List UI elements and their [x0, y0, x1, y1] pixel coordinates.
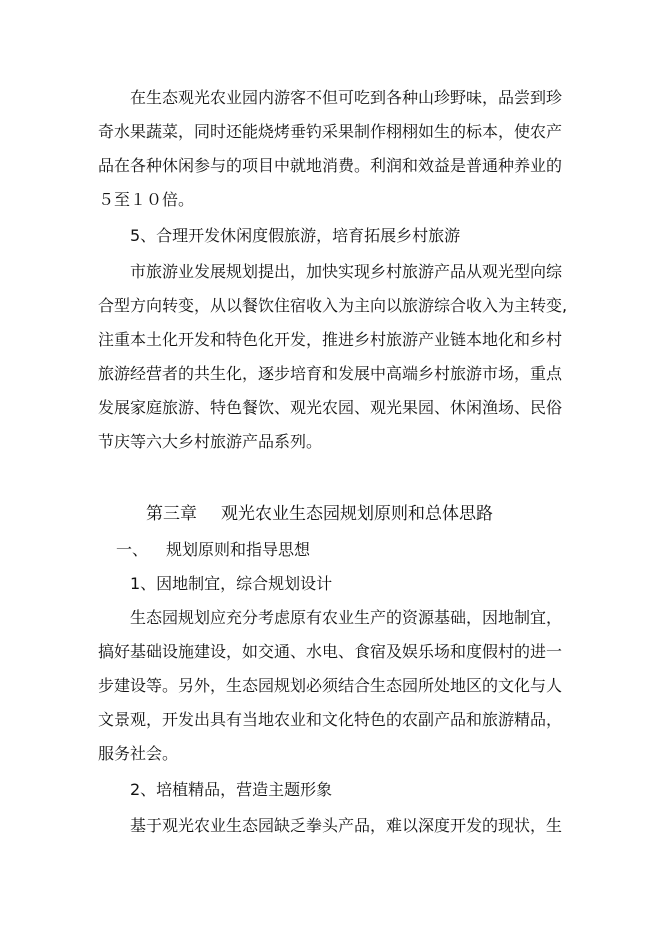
section-title: 规划原则和指导思想 — [166, 540, 311, 559]
paragraph-line: 注重本土化开发和特色化开发，推进乡村旅游产业链本地化和乡村 — [98, 330, 563, 349]
paragraph-line: 文景观，开发出具有当地农业和文化特色的农副产品和旅游精品， — [98, 710, 563, 729]
paragraph-line: 奇水果蔬菜，同时还能烧烤垂钓采果制作栩栩如生的标本，使农产 — [98, 122, 563, 141]
subheading: 5、合理开发休闲度假旅游，培育拓展乡村旅游 — [130, 226, 461, 245]
subheading: 1、因地制宜，综合规划设计 — [130, 574, 333, 593]
paragraph-line: 搞好基础设施建设，如交通、水电、食宿及娱乐场和度假村的进一 — [98, 642, 563, 661]
paragraph-line: 旅游经营者的共生化，逐步培育和发展中高端乡村旅游市场，重点 — [98, 364, 563, 383]
subheading: 2、培植精品，营造主题形象 — [130, 780, 333, 799]
paragraph-line: ５至１０倍。 — [98, 190, 195, 209]
paragraph-line: 步建设等。另外，生态园规划必须结合生态园所处地区的文化与人 — [98, 676, 563, 695]
chapter-label: 第三章 — [146, 504, 197, 524]
section-heading — [116, 540, 586, 560]
chapter-heading — [146, 504, 616, 524]
paragraph-line: 品在各种休闲参与的项目中就地消费。利润和效益是普通种养业的 — [98, 156, 563, 175]
paragraph-line: 发展家庭旅游、特色餐饮、观光农园、观光果园、休闲渔场、民俗 — [98, 398, 563, 417]
paragraph-line: 基于观光农业生态园缺乏拳头产品，难以深度开发的现状，生 — [130, 816, 563, 835]
paragraph-line: 节庆等六大乡村旅游产品系列。 — [98, 432, 323, 451]
paragraph-line: 在生态观光农业园内游客不但可吃到各种山珍野味，品尝到珍 — [130, 88, 563, 107]
paragraph-line: 市旅游业发展规划提出，加快实现乡村旅游产品从观光型向综 — [130, 262, 563, 281]
paragraph-line: 服务社会。 — [98, 744, 179, 763]
paragraph-line: 生态园规划应充分考虑原有农业生产的资源基础，因地制宜， — [130, 608, 563, 627]
section-label: 一、 — [116, 540, 149, 559]
paragraph-line: 合型方向转变，从以餐饮住宿收入为主向以旅游综合收入为主转变, — [98, 296, 568, 315]
chapter-title: 观光农业生态园规划原则和总体思路 — [221, 504, 493, 524]
